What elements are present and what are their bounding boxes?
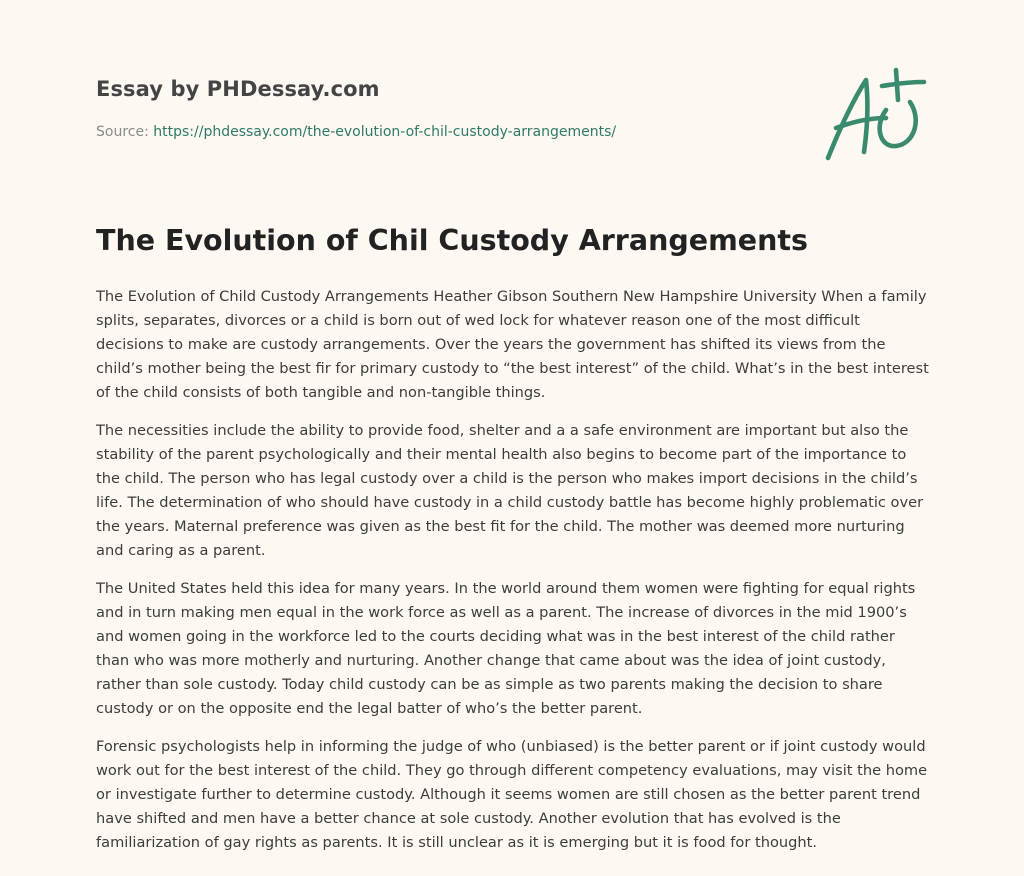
source-link[interactable]: https://phdessay.com/the-evolution-of-chil-custody-arrangements/ [153,124,617,140]
site-brand: Essay by PHDessay.com [96,77,380,101]
essay-body [96,285,930,869]
essay-title: The Evolution of Chil Custody Arrangements [96,224,809,257]
essay-paragraph: The necessities include the ability to provide food, shelter and a a safe environment are important but also the stability of the parent psychologically and their mental health also begins to become part of the importance to the child. The person who has legal custody over a child is the person who makes import decisions in the child’s life. The determination of who should have custody in a child custody battle has become highly problematic over the years. Maternal preference was given as the best fit for the child. The mother was deemed more nurturing and caring as a parent. [96,422,924,559]
essay-paragraph: The Evolution of Child Custody Arrangements Heather Gibson Southern New Hampshire University When a family splits, separates, divorces or a child is born out of wed lock for whatever reason one of the most difficult decisions to make are custody arrangements. Over the years the government has shifted its views from the child’s mother being the best fir for primary custody to “the best interest” of the child. What’s in the best interest of the child consists of both tangible and non-tangible things. [96,288,929,401]
essay-paragraph: Forensic psychologists help in informing the judge of who (unbiased) is the better parent or if joint custody would work out for the best interest of the child. They go through different competency evaluations, may visit the home or investigate further to determine custody. Although it seems women are still chosen as the better parent trend have shifted and men have a better chance at sole custody. Another evolution that has evolved is the familiarization of gay rights as parents. It is still unclear as it is emerging but it is food for thought. [96,738,928,851]
essay-paragraph: The United States held this idea for many years. In the world around them women were fighting for equal rights and in turn making men equal in the work force as well as a parent. The increase of divorces in the mid 1900’s and women going in the workforce led to the courts deciding what was in the best interest of the child rather than who was more motherly and nurturing. Another change that came about was the idea of joint custody, rather than sole custody. Today child custody can be as simple as two parents making the decision to share custody or on the opposite end the legal batter of who’s the better parent. [96,580,916,717]
a-plus-grade-logo-icon [818,66,930,166]
source-label: Source: [96,124,149,140]
source-line [96,124,616,140]
